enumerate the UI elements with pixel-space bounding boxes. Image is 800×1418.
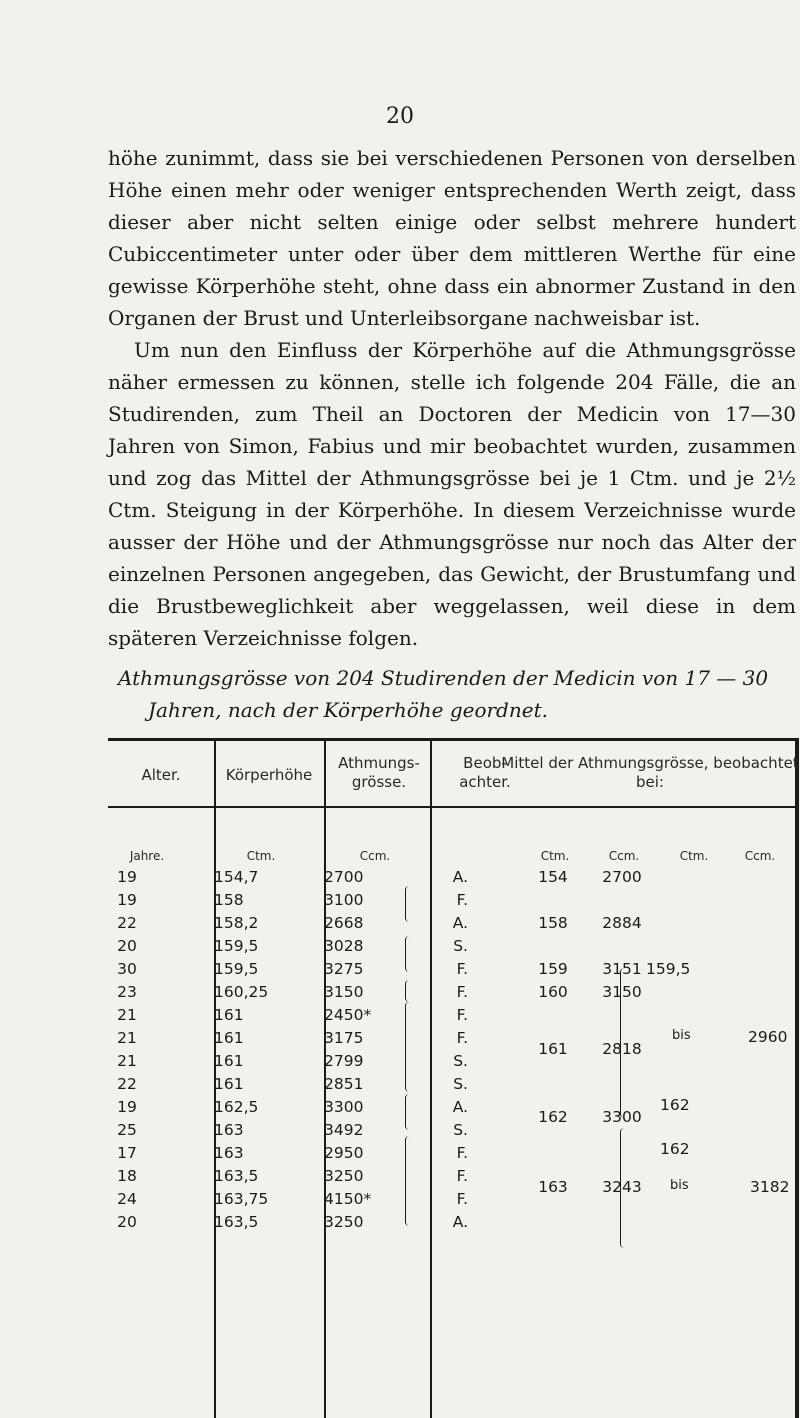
cell-age: 22 <box>117 1075 137 1093</box>
mean-volume: 2818 <box>602 1040 642 1058</box>
group-brace <box>405 1094 414 1130</box>
cell-height: 160,25 <box>214 983 269 1001</box>
mean-height: 160 <box>538 983 568 1001</box>
cell-age: 25 <box>117 1121 137 1139</box>
header-age: Alter. <box>141 766 181 784</box>
cell-height: 161 <box>214 1052 244 1070</box>
cell-height: 161 <box>214 1075 244 1093</box>
cell-volume: 2450* <box>324 1006 372 1024</box>
cell-observer: S. <box>453 937 468 955</box>
cell-age: 19 <box>117 891 137 909</box>
unit-age: Jahre. <box>129 849 165 863</box>
cell-volume: 3100 <box>324 891 364 909</box>
mean-volume: 3300 <box>602 1108 642 1126</box>
cell-height: 159,5 <box>214 937 259 955</box>
caption-line: Athmungsgrösse von 204 Studirenden der Medicin von 17 — 30 <box>118 666 769 690</box>
table-row <box>108 958 798 981</box>
table-row <box>108 889 798 912</box>
cell-age: 21 <box>117 1029 137 1047</box>
cell-height: 163 <box>214 1144 244 1162</box>
unit-height: Ctm. <box>246 849 276 863</box>
table-header-rule <box>108 806 798 808</box>
table-row <box>108 866 798 889</box>
cell-height: 163,5 <box>214 1167 259 1185</box>
cell-age: 20 <box>117 937 137 955</box>
cell-height: 159,5 <box>214 960 259 978</box>
cell-age: 20 <box>117 1213 137 1231</box>
cell-volume: 2668 <box>324 914 364 932</box>
cell-observer: S. <box>453 1075 468 1093</box>
cell-observer: A. <box>452 1213 468 1231</box>
cell-observer: F. <box>456 960 468 978</box>
table-row <box>108 1119 798 1142</box>
cell-observer: F. <box>456 1006 468 1024</box>
cell-observer: F. <box>456 891 468 909</box>
unit-mean-height: Ctm. <box>540 849 570 863</box>
unit-volume: Ccm. <box>359 849 391 863</box>
cell-observer: A. <box>452 1098 468 1116</box>
cell-age: 19 <box>117 1098 137 1116</box>
table-row <box>108 912 798 935</box>
cell-age: 17 <box>117 1144 137 1162</box>
range-bis: bis <box>670 1178 689 1193</box>
cell-height: 163,75 <box>214 1190 269 1208</box>
cell-volume: 2700 <box>324 868 364 886</box>
mean-volume: 2884 <box>602 914 642 932</box>
group-brace <box>405 1002 414 1092</box>
mean-volume: 3150 <box>602 983 642 1001</box>
mean-height: 163 <box>538 1178 568 1196</box>
cell-age: 24 <box>117 1190 137 1208</box>
table-row <box>108 981 798 1004</box>
cell-volume: 3300 <box>324 1098 364 1116</box>
cell-age: 21 <box>117 1006 137 1024</box>
unit-range-height: Ctm. <box>679 849 709 863</box>
cell-observer: F. <box>456 983 468 1001</box>
range-brace <box>620 968 629 1118</box>
mean-volume: 3243 <box>602 1178 642 1196</box>
table-row <box>108 935 798 958</box>
cell-volume: 2851 <box>324 1075 364 1093</box>
table-row <box>108 1211 798 1234</box>
header-observer: Beob-achter. <box>459 754 511 791</box>
mean-height: 159 <box>538 960 568 978</box>
range-to: 162 <box>660 1096 690 1114</box>
cell-height: 163 <box>214 1121 244 1139</box>
caption-line: Jahren, nach der Körperhöhe geordnet. <box>148 698 548 722</box>
cell-volume: 3175 <box>324 1029 364 1047</box>
cell-age: 21 <box>117 1052 137 1070</box>
table-row <box>108 1027 798 1050</box>
cell-volume: 3492 <box>324 1121 364 1139</box>
mean-height: 161 <box>538 1040 568 1058</box>
cell-volume: 3250 <box>324 1213 364 1231</box>
table-top-rule <box>108 738 798 741</box>
range-from: 159,5 <box>646 960 691 978</box>
table-row <box>108 1142 798 1165</box>
cell-height: 158,2 <box>214 914 259 932</box>
cell-height: 162,5 <box>214 1098 259 1116</box>
cell-age: 23 <box>117 983 137 1001</box>
cell-volume: 3250 <box>324 1167 364 1185</box>
cell-age: 18 <box>117 1167 137 1185</box>
group-brace <box>405 980 414 1002</box>
cell-observer: F. <box>456 1029 468 1047</box>
table-row <box>108 1096 798 1119</box>
header-volume: Athmungs-grösse. <box>338 754 420 791</box>
mean-volume: 3151 <box>602 960 642 978</box>
cell-volume: 2950 <box>324 1144 364 1162</box>
paragraph: höhe zunimmt, dass sie bei verschiedenen Personen von derselben Höhe einen mehr oder weniger entsprechenden Werth zeigt, dass dieser aber nicht selten einige oder selbst mehrere hundert Cubiccentimeter unter oder über dem mittleren Werthe für eine gewisse Körperhöhe steht, ohne dass ein abnormer Zustand in den Organen der Brust und Unterleibsorgane nachweisbar ist. <box>108 146 796 330</box>
group-brace <box>405 936 414 972</box>
table-row <box>108 1073 798 1096</box>
mean-height: 158 <box>538 914 568 932</box>
unit-mean-volume: Ccm. <box>608 849 640 863</box>
cell-volume: 3150 <box>324 983 364 1001</box>
range-volume: 3182 <box>750 1178 790 1196</box>
table-caption <box>118 662 798 726</box>
cell-observer: F. <box>456 1190 468 1208</box>
data-table <box>0 738 800 1418</box>
cell-volume: 4150* <box>324 1190 372 1208</box>
header-mean: Mittel der Athmungsgrösse, beobachtet bei: <box>501 754 799 791</box>
cell-observer: F. <box>456 1144 468 1162</box>
range-bis: bis <box>672 1028 691 1043</box>
page-number: 20 <box>386 104 414 129</box>
cell-observer: A. <box>452 868 468 886</box>
cell-observer: S. <box>453 1052 468 1070</box>
table-row <box>108 1165 798 1188</box>
header-height: Körperhöhe <box>225 766 313 784</box>
mean-height: 162 <box>538 1108 568 1126</box>
cell-height: 161 <box>214 1029 244 1047</box>
range-from: 162 <box>660 1140 690 1158</box>
table-row <box>108 1004 798 1027</box>
cell-height: 154,7 <box>214 868 259 886</box>
cell-observer: F. <box>456 1167 468 1185</box>
table-row <box>108 1188 798 1211</box>
cell-age: 30 <box>117 960 137 978</box>
group-brace <box>405 886 414 922</box>
cell-height: 163,5 <box>214 1213 259 1231</box>
table-body <box>108 866 798 1234</box>
mean-height: 154 <box>538 868 568 886</box>
cell-observer: S. <box>453 1121 468 1139</box>
paragraph: Um nun den Einfluss der Körperhöhe auf die Athmungsgrösse näher ermessen zu können, stelle ich folgende 204 Fälle, die an Studirenden, zum Theil an Doctoren der Medicin von 17—30 Jahren von Simon, Fabius und mir beobachtet wurden, zusammen und zog das Mittel der Athmungsgrösse bei je 1 Ctm. und je 2½ Ctm. Steigung in der Körperhöhe. In diesem Verzeichnisse wurde ausser der Höhe und der Athmungsgrösse nur noch das Alter der einzelnen Personen angegeben, das Gewicht, der Brustumfang und die Brustbeweglichkeit aber weggelassen, weil diese in dem späteren Verzeichnisse folgen. <box>108 338 796 650</box>
body-text <box>108 142 796 654</box>
range-volume: 2960 <box>748 1028 788 1046</box>
cell-height: 161 <box>214 1006 244 1024</box>
cell-volume: 3275 <box>324 960 364 978</box>
range-brace <box>620 1128 629 1248</box>
table-row <box>108 1050 798 1073</box>
cell-volume: 2799 <box>324 1052 364 1070</box>
cell-age: 19 <box>117 868 137 886</box>
cell-age: 22 <box>117 914 137 932</box>
group-brace <box>405 1136 414 1226</box>
cell-height: 158 <box>214 891 244 909</box>
cell-observer: A. <box>452 914 468 932</box>
cell-volume: 3028 <box>324 937 364 955</box>
mean-volume: 2700 <box>602 868 642 886</box>
unit-range-volume: Ccm. <box>744 849 776 863</box>
